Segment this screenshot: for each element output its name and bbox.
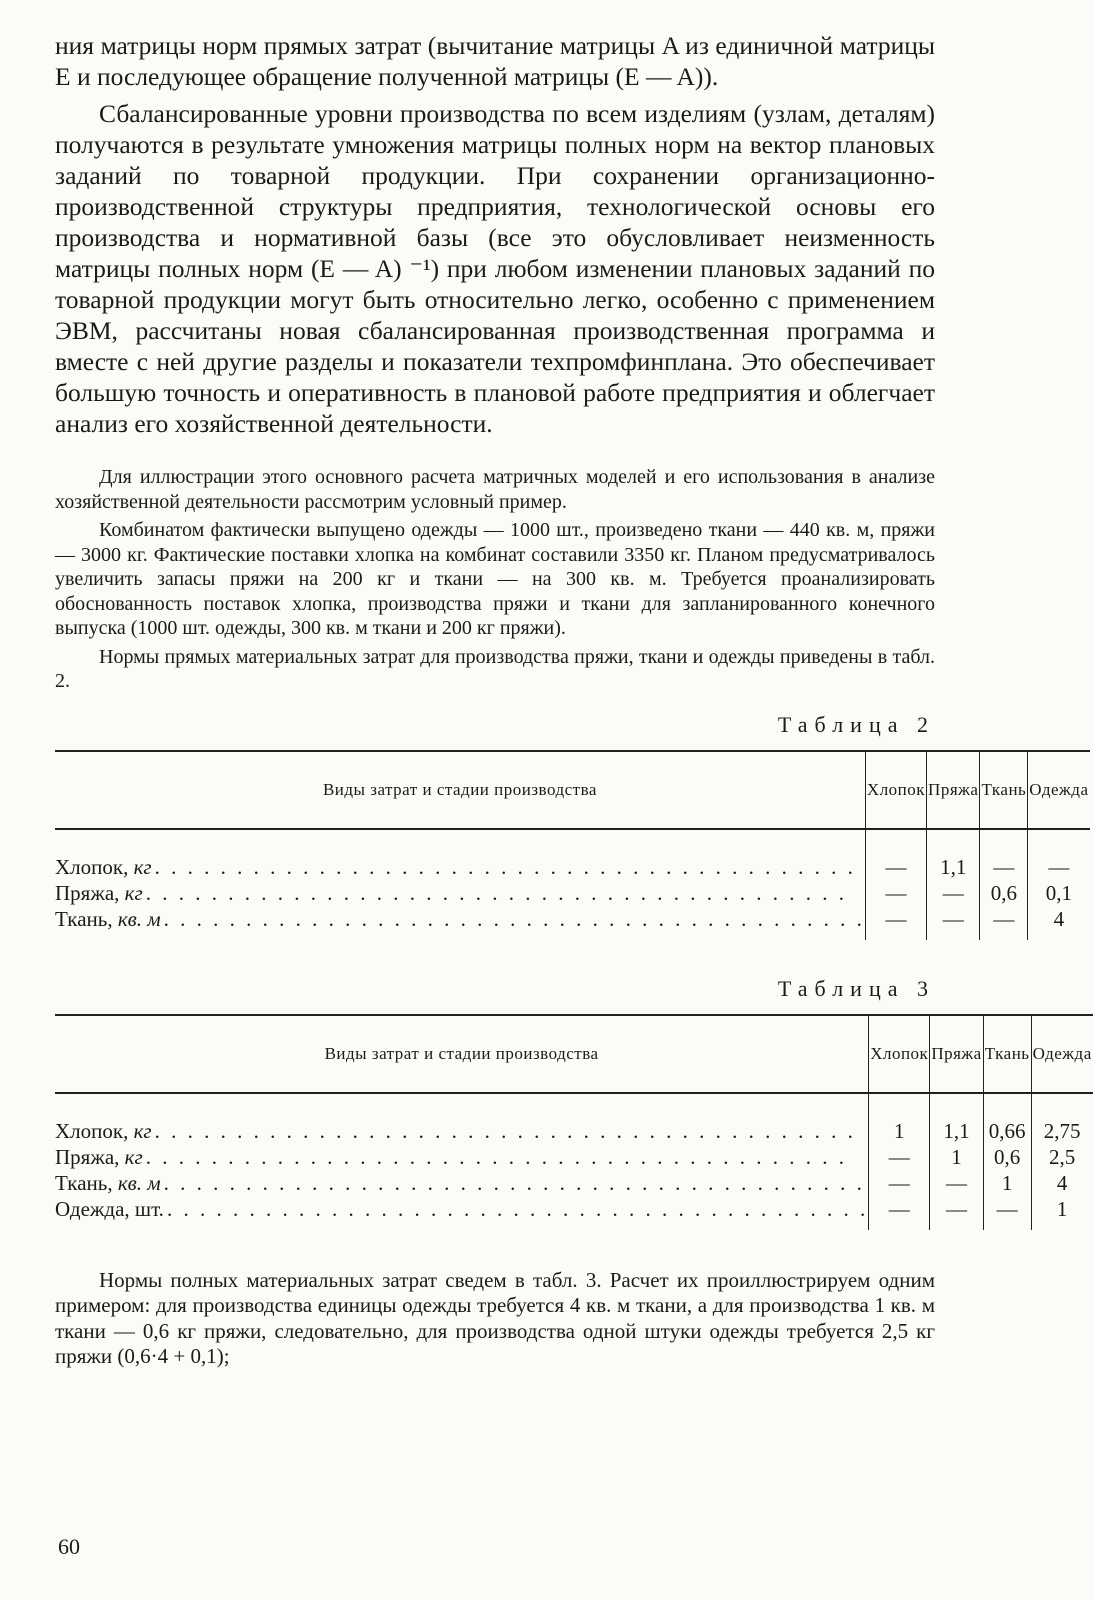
row-name: Ткань, кв. м [55,1170,161,1195]
row-name: Хлопок, кг [55,854,152,879]
leader-dots [146,880,865,906]
table-row [55,1170,1093,1196]
table-cell: 4 [1031,1170,1093,1196]
table-row [55,829,1090,880]
table-cell: — [930,1170,983,1196]
row-name: Пряжа, кг [55,1144,143,1169]
table-cell: 0,6 [983,1144,1031,1170]
row-unit: кг [124,1144,143,1169]
row-unit: кг [133,854,152,879]
table-cell: — [865,906,926,940]
table-header: Ткань [980,751,1028,829]
table-cell: — [980,829,1028,880]
row-name: Хлопок, кг [55,1118,152,1143]
table3-body [55,1093,1093,1230]
table-header: Хлопок [869,1015,930,1093]
paragraph-full-norms: Нормы полных материальных затрат сведем в табл. 3. Расчет их проиллюстрируем одним примером: для производства единицы одежды требуется 4 кв. м ткани, а для производства 1 кв. м ткани — 0,6 кг пряжи, следовательно, для производства одной штуки одежды требуется 2,5 кг пряжи (0,6·4 + 0,1); [55,1267,935,1368]
row-name: Пряжа, кг [55,880,143,905]
row-label [55,1196,869,1230]
table-cell: 0,66 [983,1093,1031,1144]
table-header: Пряжа [927,751,980,829]
example-conditions: Комбинатом фактически выпущено одежды — 1000 шт., произведено ткани — 440 кв. м, пряжи — 3000 кг. Фактические поставки хлопка на комбинат составили 3350 кг. Планом предусматривалось увеличить запасы пряжи на 200 кг и ткани — на 300 кв. м. Требуется проанализировать обоснованность поставок хлопка, производства пряжи и ткани для запланированного конечного выпуска (1000 шт. одежды, 300 кв. м ткани и 200 кг пряжи). [55,519,935,639]
paragraph-balanced-levels: Сбалансированные уровни производства по всем изделиям (узлам, деталям) получаются в результате умножения матрицы полных норм на вектор плановых заданий по товарной продукции. При сохранении организационно-производственной структуры предприятия, технологической основы его производства и нормативной базы (все это обусловливает неизменность матрицы полных норм (E — A) ⁻¹) при любом изменении плановых заданий по товарной продукции могут быть относительно легко, особенно с применением ЭВМ, рассчитаны новая сбалансированная производственная программа и вместе с ней другие разделы и показатели техпромфинплана. Это обеспечивает большую точность и оперативность в плановой работе предприятия и облегчает анализ его хозяйственной деятельности. [55,99,935,438]
final-text [55,1268,935,1370]
table-cell: — [865,829,926,880]
table-cell: 0,1 [1028,880,1090,906]
table-header: Хлопок [865,751,926,829]
table2-caption: Таблица 2 [777,711,935,737]
table-cell: 1,1 [927,829,980,880]
table-cell: — [869,1144,930,1170]
leader-dots [155,1118,869,1144]
table-cell: — [927,906,980,940]
table-cell: 1 [869,1093,930,1144]
table-cell: — [930,1196,983,1230]
table-cell: 1 [983,1170,1031,1196]
table-cell: — [869,1170,930,1196]
leader-dots [155,854,865,880]
table-row [55,1093,1093,1144]
row-unit: кг [133,1118,152,1143]
table-row [55,1144,1093,1170]
table-cell: 2,75 [1031,1093,1093,1144]
table-2 [55,750,1090,940]
row-label [55,1170,869,1196]
table-cell: 2,5 [1031,1144,1093,1170]
row-label [55,880,865,906]
table-cell: 4 [1028,906,1090,940]
example-intro: Для иллюстрации этого основного расчета матричных моделей и его использования в анализе хозяйственной деятельности рассмотрим условный пример. [55,466,935,513]
leader-dots [164,1170,869,1196]
row-label [55,829,865,880]
leader-dots [167,1196,868,1222]
table-cell: 1 [930,1144,983,1170]
row-label [55,1144,869,1170]
leader-dots [164,906,865,932]
page-content [55,30,1092,1370]
table-header: Одежда [1028,751,1090,829]
table-row [55,880,1090,906]
table-header: Виды затрат и стадии производства [55,1015,869,1093]
table-3 [55,1014,1093,1230]
row-label [55,1093,869,1144]
row-unit: кв. м [117,906,161,931]
table-cell: — [980,906,1028,940]
table-cell: — [865,880,926,906]
row-name: Ткань, кв. м [55,906,161,931]
main-text [55,30,935,439]
table-cell: 0,6 [980,880,1028,906]
row-unit: кг [124,880,143,905]
table-header: Одежда [1031,1015,1093,1093]
row-label [55,906,865,940]
row-name: Одежда, шт. [55,1196,164,1221]
table-cell: 1 [1031,1196,1093,1230]
table3-caption: Таблица 3 [777,975,935,1001]
table-cell: — [1028,829,1090,880]
table-cell: — [927,880,980,906]
paragraph-continuation: ния матрицы норм прямых затрат (вычитание матрицы A из единичной матрицы E и последующее обращение полученной матрицы (E — A)). [55,31,935,91]
example-text [55,465,935,694]
table-header: Пряжа [930,1015,983,1093]
row-unit: кв. м [117,1170,161,1195]
leader-dots [146,1144,869,1170]
table2-body [55,829,1090,940]
table-cell: — [983,1196,1031,1230]
page-number: 60 [58,1534,80,1559]
table-header: Виды затрат и стадии производства [55,751,865,829]
table-row [55,1196,1093,1230]
table-cell: — [869,1196,930,1230]
table-header: Ткань [983,1015,1031,1093]
example-norms: Нормы прямых материальных затрат для производства пряжи, ткани и одежды приведены в табл. 2. [55,645,935,692]
table-row [55,906,1090,940]
table-cell: 1,1 [930,1093,983,1144]
